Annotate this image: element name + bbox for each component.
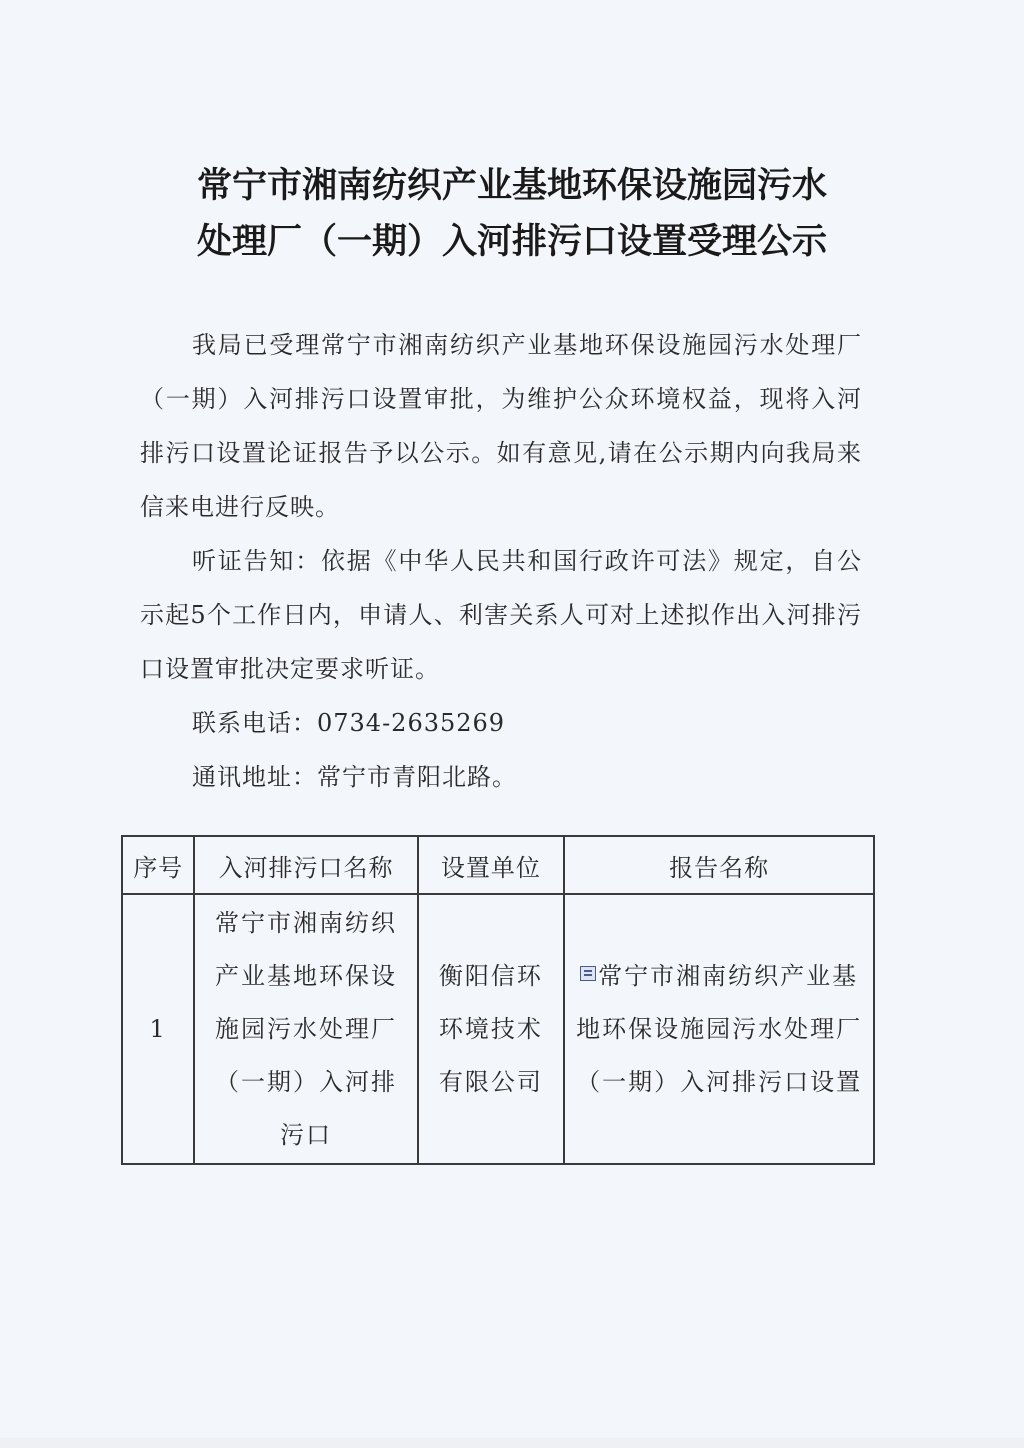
table-header-row	[122, 836, 874, 894]
page-title	[140, 158, 884, 270]
scan-bottom-edge	[0, 1438, 1024, 1448]
cell-outlet-name: 常宁市湘南纺织产业基地环保设施园污水处理厂（一期）入河排污口	[194, 894, 417, 1164]
header-report-name: 报告名称	[564, 836, 874, 894]
header-unit: 设置单位	[418, 836, 565, 894]
header-outlet-name: 入河排污口名称	[194, 836, 417, 894]
title-line-2: 处理厂（一期）入河排污口设置受理公示	[196, 221, 827, 262]
document-icon	[580, 966, 596, 981]
notice-body	[140, 318, 862, 804]
title-line-1: 常宁市湘南纺织产业基地环保设施园污水	[196, 165, 827, 206]
cell-index: 1	[122, 894, 194, 1164]
table-row	[122, 894, 874, 1164]
cell-unit: 衡阳信环环境技术有限公司	[418, 894, 565, 1164]
acceptance-paragraph: 我局已受理常宁市湘南纺织产业基地环保设施园污水处理厂（一期）入河排污口设置审批，为维护公众环境权益，现将入河排污口设置论证报告予以公示。如有意见,请在公示期内向我局来信来电进行反映。	[140, 331, 862, 521]
contact-phone: 联系电话：0734-2635269	[192, 709, 506, 737]
hearing-paragraph: 听证告知：依据《中华人民共和国行政许可法》规定，自公示起5个工作日内，申请人、利害关系人可对上述拟作出入河排污口设置审批决定要求听证。	[140, 547, 862, 683]
outlet-table	[121, 835, 875, 1165]
header-index: 序号	[122, 836, 194, 894]
cell-report-name	[564, 894, 874, 1164]
contact-address: 通讯地址：常宁市青阳北路。	[192, 763, 517, 791]
report-name-text: 常宁市湘南纺织产业基地环保设施园污水处理厂（一期）入河排污口设置	[576, 961, 863, 1096]
